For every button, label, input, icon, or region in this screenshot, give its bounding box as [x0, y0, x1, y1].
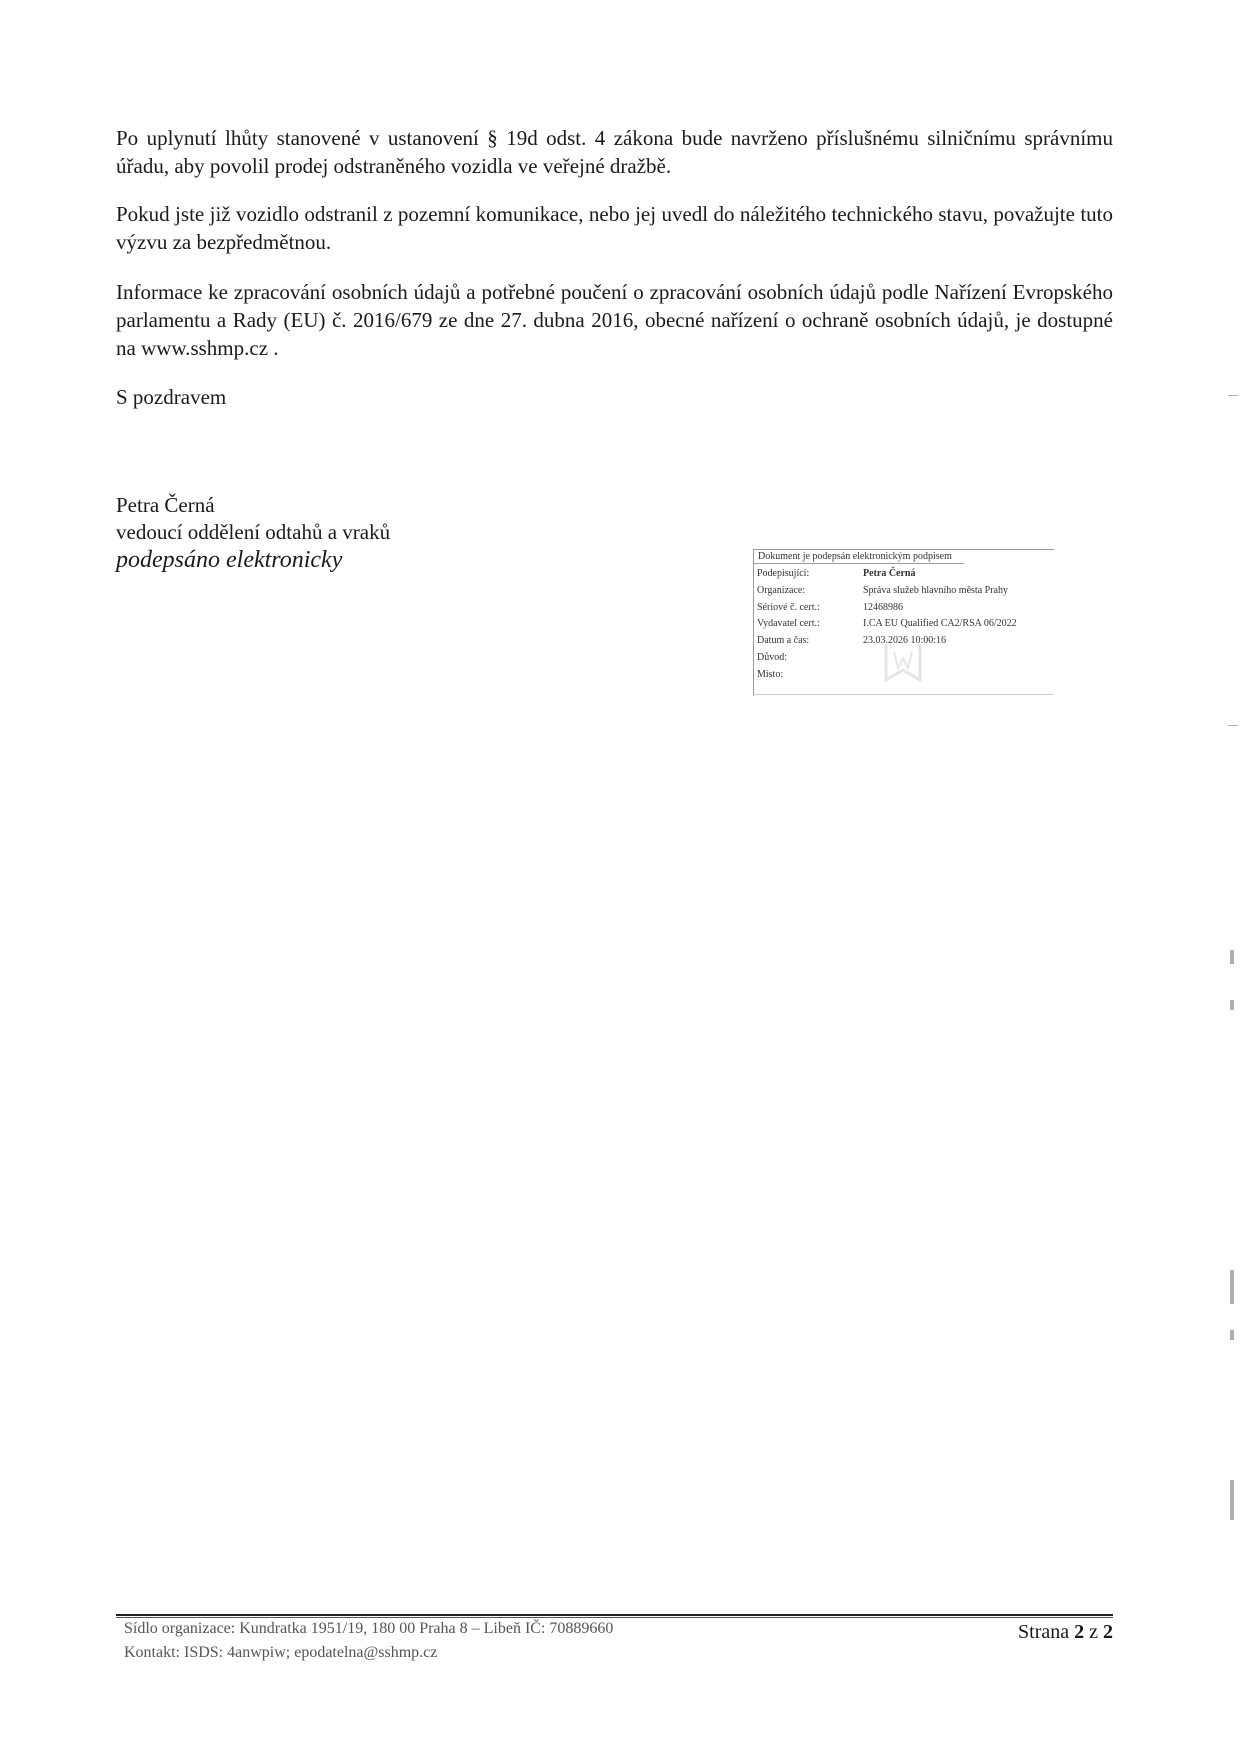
signature-value: 23.03.2026 10:00:16: [863, 635, 947, 647]
electronic-signature-stamp: [753, 549, 1054, 696]
signature-key: Podepisující:: [757, 568, 810, 579]
footer-address: Sídlo organizace: Kundratka 1951/19, 180 00 Praha 8 – Libeň IČ: 70889660: [124, 1620, 614, 1637]
signature-value: 12468986: [863, 601, 903, 613]
signature-value: Petra Černá: [863, 568, 916, 579]
signature-key: Místo:: [757, 668, 784, 680]
signature-value: Správa služeb hlavního města Prahy: [863, 584, 1008, 596]
signature-value: I.CA EU Qualified CA2/RSA 06/2022: [863, 618, 1017, 630]
signature-row-organization: [757, 583, 1017, 600]
scan-speck: [1230, 1330, 1234, 1340]
signature-row-reason: [757, 650, 1017, 667]
signer-role: vedoucí oddělení odtahů a vraků: [116, 520, 391, 544]
signature-key: Organizace:: [757, 584, 806, 596]
signature-value: [863, 667, 1017, 684]
signature-row-serial: [757, 600, 1017, 617]
footer-rule-secondary: [116, 1617, 1113, 1618]
signature-key: Datum a čas:: [757, 635, 810, 647]
signature-row-datetime: [757, 633, 1017, 650]
footer-rule: [116, 1614, 1113, 1616]
signature-value: [863, 650, 1017, 667]
page-label: Strana: [1018, 1621, 1070, 1643]
signed-electronically-note: podepsáno elektronicky: [116, 547, 343, 573]
signer-name: Petra Černá: [116, 493, 215, 517]
scan-speck: [1228, 395, 1238, 396]
closing-greeting: S pozdravem: [116, 385, 227, 409]
paragraph-already-removed: Pokud jste již vozidlo odstranil z pozemní komunikace, nebo jej uvedl do náležitého technického stavu, považujte tuto výzvu za bezpředmětnou.: [116, 202, 1113, 254]
scan-speck: [1230, 1000, 1234, 1010]
page-number: [1018, 1619, 1113, 1645]
signature-key: Důvod:: [757, 651, 787, 663]
signature-stamp-header: Dokument je podepsán elektronickým podpisem: [758, 551, 952, 562]
signature-stamp-divider: [754, 563, 964, 564]
signature-row-signer: [757, 566, 1017, 583]
scan-speck: [1230, 1480, 1234, 1520]
signature-key: Sériové č. cert.:: [757, 601, 820, 613]
signature-key: Vydavatel cert.:: [757, 618, 820, 630]
scan-speck: [1230, 1270, 1234, 1304]
signature-stamp-bottom-rule: [753, 694, 1053, 695]
signature-row-issuer: [757, 616, 1017, 633]
scan-speck: [1230, 950, 1234, 964]
signature-row-place: [757, 667, 1017, 684]
signature-stamp-table: [757, 566, 1017, 684]
footer-contact: Kontakt: ISDS: 4anwpiw; epodatelna@sshmp.cz: [124, 1644, 438, 1661]
page-current: 2: [1074, 1621, 1085, 1643]
paragraph-auction-notice: Po uplynutí lhůty stanovené v ustanovení § 19d odst. 4 zákona bude navrženo příslušnému silničnímu správnímu úřadu, aby povolil prodej odstraněného vozidla ve veřejné dražbě.: [116, 126, 1113, 178]
scan-speck: [1228, 725, 1238, 726]
page-total: 2: [1103, 1621, 1113, 1643]
paragraph-gdpr-info: Informace ke zpracování osobních údajů a potřebné poučení o zpracování osobních údajů podle Nařízení Evropského parlamentu a Rady (EU) č. 2016/679 ze dne 27. dubna 2016, obecné nařízení o ochraně osobních údajů, je dostupné na www.sshmp.cz .: [116, 280, 1113, 360]
page-of: z: [1089, 1621, 1098, 1643]
